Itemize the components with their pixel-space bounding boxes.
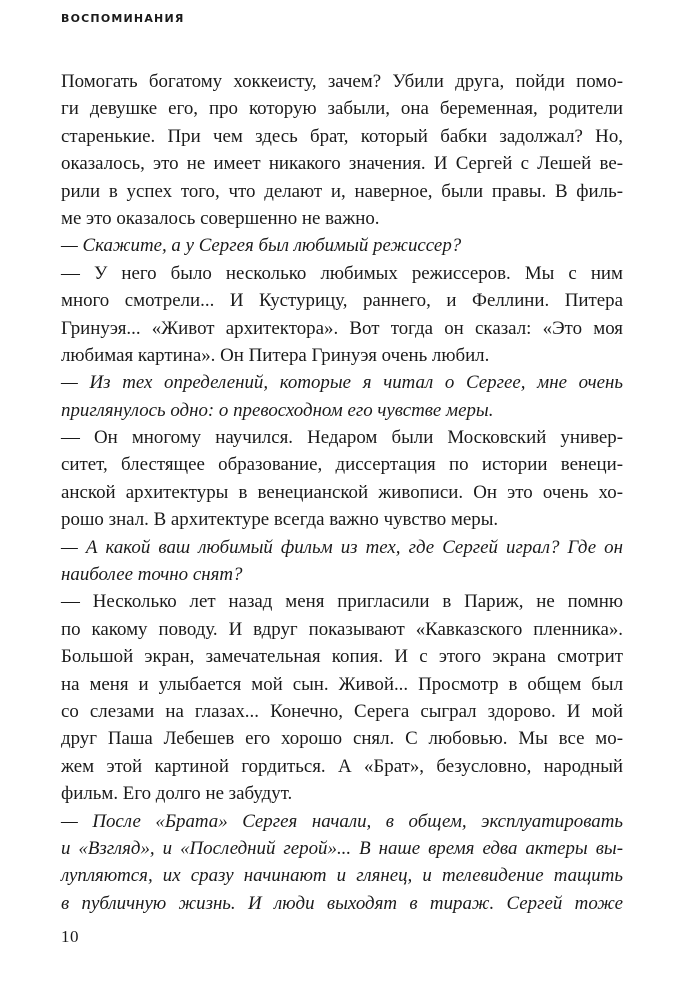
text-line: жем этой картиной гордиться. А «Брат», безусловно, народный	[61, 755, 623, 777]
text-line: много смотрели... И Кустурицу, раннего, и Феллини. Питера	[61, 290, 623, 312]
running-head: ВОСПОМИНАНИЯ	[61, 12, 185, 25]
text-line: анской архитектуры в венецианской живописи. Он это очень хо-	[61, 481, 623, 503]
text-line: в публичную жизнь. И люди выходят в тираж. Сергей тоже	[61, 892, 623, 914]
text-line: друг Паша Лебешев его хорошо снял. С любовью. Мы все мо-	[61, 728, 623, 750]
text-line: наиболее точно снят?	[61, 564, 243, 586]
text-line: — Из тех определений, которые я читал о Сергее, мне очень	[61, 372, 623, 394]
text-line: по какому поводу. И вдруг показывают «Кавказского пленника».	[61, 618, 623, 640]
text-line: старенькие. При чем здесь брат, который бабки задолжал? Но,	[61, 125, 623, 147]
text-line: оказалось, это не имеет никакого значения. И Сергей с Лешей ве-	[61, 153, 623, 175]
text-line: — После «Брата» Сергея начали, в общем, эксплуатировать	[61, 810, 623, 832]
text-line: ситет, блестящее образование, диссертация по истории венеци-	[61, 454, 623, 476]
text-line: Гринуэя... «Живот архитектора». Вот тогда он сказал: «Это моя	[61, 317, 623, 339]
text-line: Помогать богатому хоккеисту, зачем? Убили друга, пойди помо-	[61, 71, 623, 92]
text-line: на меня и улыбается мой сын. Живой... Просмотр в общем был	[61, 673, 623, 695]
text-line: — Скажите, а у Сергея был любимый режиссер?	[61, 235, 462, 257]
text-line: — У него было несколько любимых режиссеров. Мы с ним	[61, 262, 623, 284]
text-line: — Несколько лет назад меня пригласили в Париж, не помню	[61, 591, 623, 613]
page-number: 10	[61, 927, 79, 946]
text-line: приглянулось одно: о превосходном его чувстве меры.	[61, 399, 494, 421]
text-line: и «Взгляд», и «Последний герой»... В наше время едва актеры вы-	[61, 837, 623, 859]
body-text	[61, 68, 623, 917]
text-line: ме это оказалось совершенно не важно.	[61, 207, 380, 229]
text-line: Большой экран, замечательная копия. И с этого экрана смотрит	[61, 646, 623, 668]
text-line: рошо знал. В архитектуре всегда важно чувство меры.	[61, 509, 499, 531]
text-line: со слезами на глазах... Конечно, Серега сыграл здорово. И мой	[61, 700, 623, 722]
text-line: ги девушке его, про которую забыли, она беременная, родители	[61, 98, 623, 120]
text-line: — А какой ваш любимый фильм из тех, где Сергей играл? Где он	[61, 536, 623, 558]
text-line: фильм. Его долго не забудут.	[61, 783, 293, 805]
text-line: — Он многому научился. Недаром были Московский универ-	[61, 427, 623, 449]
text-line: рили в успех того, что делают и, наверное, были правы. В филь-	[61, 180, 623, 202]
text-line: любимая картина». Он Питера Гринуэя очень любил.	[61, 344, 490, 366]
text-line: лупляются, их сразу начинают и глянец, и телевидение тащить	[61, 865, 623, 887]
